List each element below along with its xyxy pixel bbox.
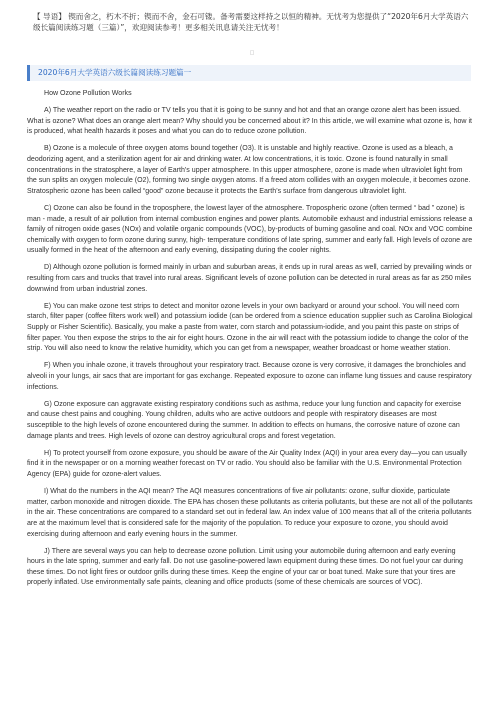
paragraph-d: D) Although ozone pollution is formed mainly in urban and suburban areas, it ends up in rural areas as well, carried by prevailing winds or resulting from cars and trucks that travel into rural areas. Significant levels of ozone pollution can be detected in rural areas as far as 250 miles downwind from urban industrial zones. (27, 264, 472, 293)
paragraph-i: I) What do the numbers in the AQI mean? The AQI measures concentrations of five air pollutants: ozone, sulfur dioxide, particulate matter, carbon monoxide and nitrogen dioxide. The EPA has chosen these pollutants as criteria pollutants, but these are not all of the pollutants in the air. These concentrations are compared to a standard set out in federal law. An index value of 100 means that all of the criteria pollutants are at the maximum level that is considered safe for the majority of the population. To reduce your exposure to ozone, you should avoid exercising during afternoon and early evening hours in the summer. (27, 488, 473, 538)
article-title: How Ozone Pollution Works (44, 90, 132, 97)
intro-placeholder-mark: □ (249, 50, 255, 56)
paragraph-e: E) You can make ozone test strips to detect and monitor ozone levels in your own backyard or around your school. You will need corn starch, filter paper (coffee filters work well) and potassium iodide (can be ordered from a science education supplier such as Carolina Biological Supply or Fisher Scientific). Basically, you make a paste from water, corn starch and potassium-iodide, and you paint this paste on strips of filter paper. You then expose the strips to the air for eight hours. Ozone in the air will react with the potassium iodide to change the color of the strip. You will also need to know the relative humidity, which you can get from a newspaper, weather broadcast or home weather station. (27, 302, 473, 353)
section-title: 2020年6月大学英语六级长篇阅读练习题篇一 (38, 68, 192, 77)
paragraph-f: F) When you inhale ozone, it travels throughout your respiratory tract. Because ozone is very corrosive, it damages the bronchioles and alveoli in your lungs, air sacs that are important for gas exchange. Repeated exposure to ozone can inflame lung tissues and cause respiratory infections. (27, 362, 472, 391)
paragraph-h: H) To protect yourself from ozone exposure, you should be aware of the Air Quality Index (AQI) in your area every day—you can usually find it in the newspaper or on a morning weather forecast on TV or radio. You should also be familiar with the U.S. Environmental Protection Agency (EPA) guide for ozone-alert values. (27, 449, 467, 478)
section-header (27, 65, 471, 81)
paragraph-b: B) Ozone is a molecule of three oxygen atoms bound together (O3). It is unstable and highly reactive. Ozone is used as a bleach, a deodorizing agent, and a sterilization agent for air and drinking water. At low concentrations, it is toxic. Ozone is found naturally in small concentrations in the stratosphere, a layer of Earth’s upper atmosphere. In this upper atmosphere, ozone is made when ultraviolet light from the sun splits an oxygen molecule (O2), forming two single oxygen atoms. If a freed atom collides with an oxygen molecule, it becomes ozone. Stratospheric ozone has been called “good” ozone because it protects the Earth’s surface from dangerous ultraviolet light. (27, 145, 471, 195)
paragraph-a: A) The weather report on the radio or TV tells you that it is going to be sunny and hot and that an orange ozone alert has been issued. What is ozone? What does an orange alert mean? Why should you be concerned about it? In this article, we will examine what ozone is, how it is produced, what health hazards it poses and what you can do to reduce ozone pollution. (27, 106, 472, 136)
paragraph-c: C) Ozone can also be found in the troposphere, the lowest layer of the atmosphere. Tropospheric ozone (often termed “ bad ” ozone) is man - made, a result of air pollution from internal combustion engines and power plants. Automobile exhaust and industrial emissions release a family of nitrogen oxide gases (NOx) and volatile organic compounds (VOC), by-products of burning gasoline and coal. NOx and VOC combine chemically with oxygen to form ozone during sunny, high- temperature conditions of late spring, summer and early fall. High levels of ozone are usually formed in the heat of the afternoon and early evening, dissipating during the cooler nights. (27, 204, 473, 255)
intro-text: 【 导语】 锲而舍之，朽木不折；锲而不舍，金石可镂。备考需要这样持之以恒的精神。无忧考为您提供了“2020年6月大学英语六级长篇阅读练习题（三篇）”，欢迎阅读参考！更多相关讯息请关注无忧考！ (33, 12, 469, 33)
paragraph-j: J) There are several ways you can help to decrease ozone pollution. Limit using your automobile during afternoon and early evening hours in the late spring, summer and early fall. Do not use gasoline-powered lawn equipment during these times. Do not fuel your car during these times. Do not light fires or outdoor grills during these times. Keep the engine of your car or boat tuned. Make sure that your tires are properly inflated. Use environmentally safe paints, cleaning and office products (some of these chemicals are sources of VOC). (27, 547, 463, 587)
paragraph-g: G) Ozone exposure can aggravate existing respiratory conditions such as asthma, reduce your lung function and capacity for exercise and cause chest pains and coughing. Young children, adults who are active outdoors and people with respiratory diseases are most susceptible to the high levels of ozone encountered during the summer. In addition to effects on humans, the corrosive nature of ozone can damage plants and trees. High levels of ozone can destroy agricultural crops and forest vegetation. (27, 400, 462, 440)
article-body (27, 89, 473, 596)
